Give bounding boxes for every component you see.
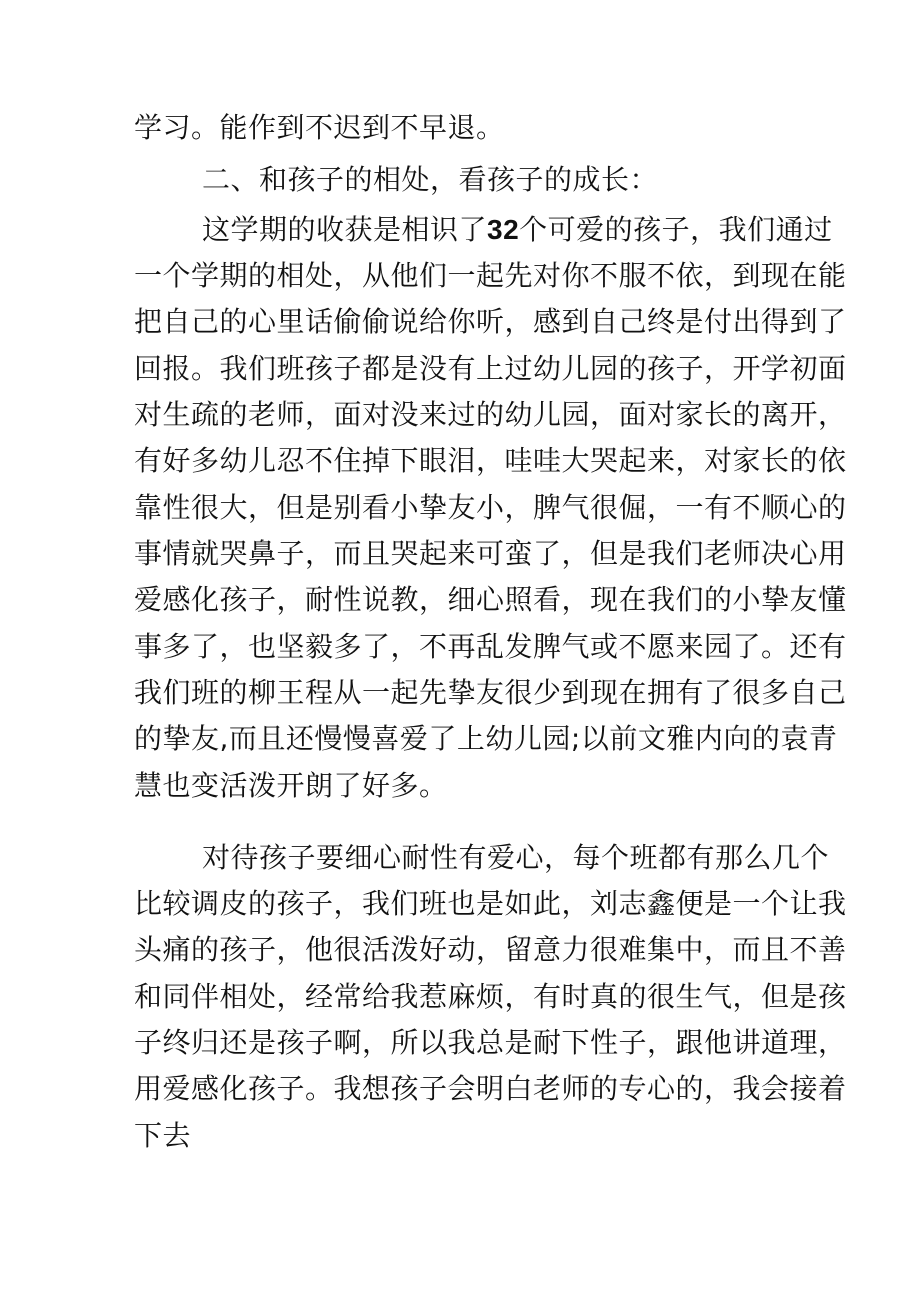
paragraph-line: 和同伴相处，经常给我惹麻烦，有时真的很生气，但是孩 [134,980,847,1013]
paragraph-line: 比较调皮的孩子，我们班也是如此，刘志鑫便是一个让我 [134,887,847,920]
paragraph-line: 下去 [134,1119,192,1152]
paragraph-line: 子终归还是孩子啊，所以我总是耐下性子，跟他讲道理， [134,1026,847,1059]
paragraph-line: 我们班的柳王程从一起先挚友很少到现在拥有了很多自己 [134,676,847,709]
paragraph-line: 事多了，也坚毅多了，不再乱发脾气或不愿来园了。还有 [134,630,847,663]
paragraph-line: 头痛的孩子，他很活泼好动，留意力很难集中，而且不善 [134,933,847,966]
section-heading: 二、和孩子的相处，看孩子的成长： [202,163,659,196]
paragraph-line: 事情就哭鼻子，而且哭起来可蛮了，但是我们老师决心用 [134,537,847,570]
paragraph-line: 学习。能作到不迟到不早退。 [134,111,505,144]
paragraph-line: 回报。我们班孩子都是没有上过幼儿园的孩子，开学初面 [134,352,847,385]
paragraph-line: 一个学期的相处，从他们一起先对你不服不依，到现在能 [134,259,847,292]
text-segment: 个可爱的孩子，我们通过 [519,213,833,246]
paragraph-line: 爱感化孩子，耐性说教，细心照看，现在我们的小挚友懂 [134,583,847,616]
paragraph-line: 对生疏的老师，面对没来过的幼儿园，面对家长的离开， [134,398,847,431]
text-segment: 这学期的收获是相识了 [202,213,488,246]
paragraph-line: 用爱感化孩子。我想孩子会明白老师的专心的，我会接着 [134,1072,847,1105]
paragraph-line: 把自己的心里话偷偷说给你听，感到自己终是付出得到了 [134,305,847,338]
paragraph-line: 有好多幼儿忍不住掉下眼泪，哇哇大哭起来，对家长的依 [134,444,847,477]
paragraph-line: 的挚友,而且还慢慢喜爱了上幼儿园;以前文雅内向的袁青 [134,722,838,755]
number-32: 32 [487,214,520,245]
paragraph-line: 对待孩子要细心耐性有爱心，每个班都有那么几个 [202,841,830,874]
paragraph-line [202,210,862,250]
paragraph-line: 靠性很大，但是别看小挚友小，脾气很倔，一有不顺心的 [134,491,847,524]
paragraph-line: 慧也变活泼开朗了好多。 [134,769,448,802]
